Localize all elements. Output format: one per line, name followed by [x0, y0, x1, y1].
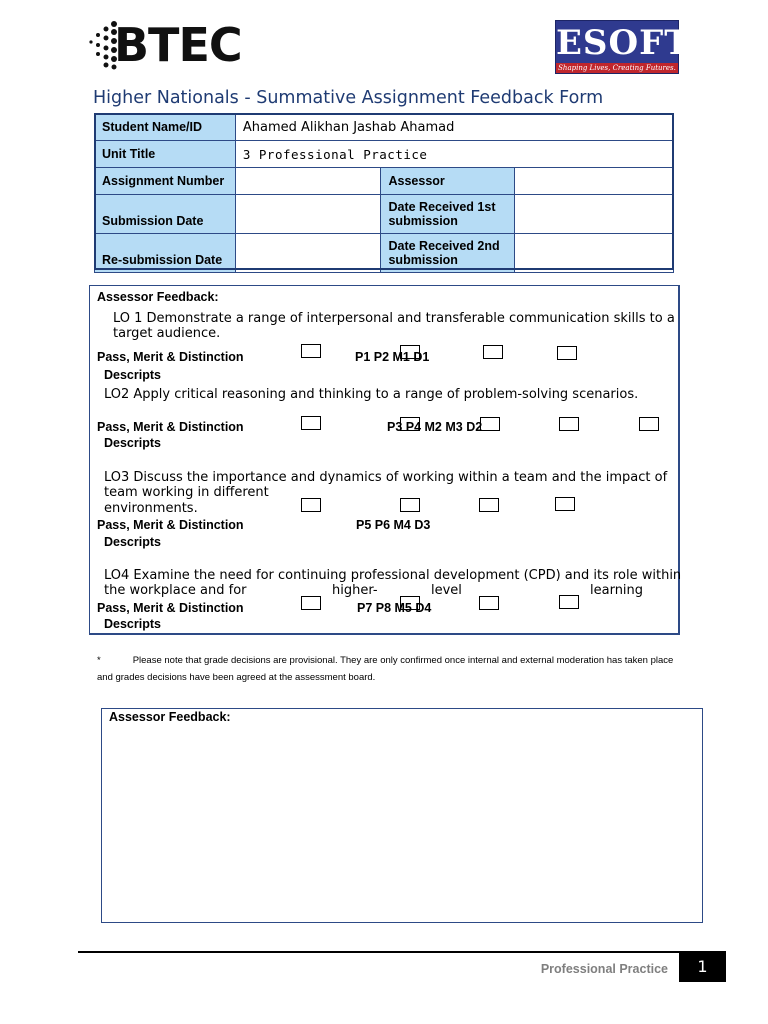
lo2-merit2-checkbox[interactable]	[480, 417, 500, 431]
lo1-grades: P1 P2 M1 D1	[355, 350, 430, 364]
date-received-2nd-value[interactable]	[515, 234, 674, 273]
assignment-number-label: Assignment Number	[95, 168, 236, 195]
assessor-feedback-box[interactable]	[101, 708, 703, 923]
unit-title-label: Unit Title	[95, 141, 236, 168]
page-number: 1	[679, 952, 726, 982]
footer-divider	[78, 951, 726, 953]
lo2-merit-checkbox[interactable]	[400, 417, 420, 431]
lo4-pass-checkbox[interactable]	[301, 596, 321, 610]
lo2-extra-checkbox[interactable]	[639, 417, 659, 431]
lo2-text-line1: LO2 Apply critical reasoning and thinking to a range of problem-solving scenarios.	[104, 387, 639, 402]
lo2-distinction-checkbox[interactable]	[559, 417, 579, 431]
lo3-text-line1: LO3 Discuss the importance and dynamics of working within a team and the impact of	[104, 470, 668, 485]
lo1-pass-checkbox[interactable]	[301, 344, 321, 358]
lo2-pmd-label: Pass, Merit & Distinction	[97, 420, 244, 434]
lo3-extra-checkbox[interactable]	[555, 497, 575, 511]
lo4-distinction-checkbox[interactable]	[479, 596, 499, 610]
lo-feedback-heading: Assessor Feedback:	[97, 290, 219, 304]
footer-title: Professional Practice	[540, 962, 668, 976]
lo1-extra-checkbox[interactable]	[557, 346, 577, 360]
assessor-feedback-heading: Assessor Feedback:	[109, 710, 231, 724]
lo1-text-line1: LO 1 Demonstrate a range of interpersonal and transferable communication skills to a	[113, 311, 675, 326]
lo4-merit-checkbox[interactable]	[400, 596, 420, 610]
lo3-pmd-label: Pass, Merit & Distinction	[97, 518, 244, 532]
lo3-merit-checkbox[interactable]	[400, 498, 420, 512]
unit-title-value[interactable]: 3 Professional Practice	[235, 141, 673, 168]
date-received-1st-line2: submission	[388, 214, 458, 228]
lo-feedback-box	[89, 285, 680, 635]
btec-logo-text: BTEC	[114, 18, 242, 72]
lo1-merit-checkbox[interactable]	[400, 345, 420, 359]
btec-logo	[88, 18, 248, 72]
lo3-pass-checkbox[interactable]	[301, 498, 321, 512]
form-title: Higher Nationals - Summative Assignment Feedback Form	[93, 88, 604, 108]
lo3-descripts-label: Descripts	[104, 535, 161, 549]
lo3-text-line3: environments.	[104, 501, 198, 516]
esoft-tagline: Shaping Lives, Creating Futures.	[556, 63, 678, 73]
lo1-distinction-checkbox[interactable]	[483, 345, 503, 359]
date-received-1st-label	[381, 195, 515, 234]
lo3-text-line2: team working in different	[104, 485, 269, 500]
lo3-grades: P5 P6 M4 D3	[356, 518, 431, 532]
student-name-label: Student Name/ID	[95, 114, 236, 141]
date-received-1st-value[interactable]	[515, 195, 674, 234]
grade-note-text1: Please note that grade decisions are provisional. They are only confirmed once internal and external moderation has taken place	[132, 655, 674, 666]
submission-date-value[interactable]	[235, 195, 381, 234]
lo4-text-word1: the workplace and for	[104, 583, 247, 598]
resubmission-date-value[interactable]	[235, 234, 381, 273]
lo2-descripts-label: Descripts	[104, 436, 161, 450]
lo4-descripts-label: Descripts	[104, 617, 161, 631]
lo4-text-line1: LO4 Examine the need for continuing professional development (CPD) and its role within	[104, 568, 682, 583]
grade-note-line1	[97, 652, 687, 669]
grade-note-text2: and grades decisions have been agreed at the assessment board.	[97, 672, 376, 683]
lo2-pass-checkbox[interactable]	[301, 416, 321, 430]
lo1-pmd-label: Pass, Merit & Distinction	[97, 350, 244, 364]
date-received-2nd-line2: submission	[388, 253, 458, 267]
date-received-2nd-line1: Date Received 2nd	[388, 239, 500, 253]
lo3-distinction-checkbox[interactable]	[479, 498, 499, 512]
lo4-extra-checkbox[interactable]	[559, 595, 579, 609]
grade-note-asterisk: *	[97, 655, 101, 666]
lo4-grades: P7 P8 M5 D4	[357, 601, 432, 615]
date-received-1st-line1: Date Received 1st	[388, 200, 496, 214]
esoft-logo	[555, 20, 691, 74]
student-name-value[interactable]: Ahamed Alikhan Jashab Ahamad	[235, 114, 673, 141]
lo4-text-word2: higher-	[332, 583, 378, 598]
assessor-label: Assessor	[381, 168, 515, 195]
assignment-number-value[interactable]	[235, 168, 381, 195]
lo4-text-word4: learning	[590, 583, 644, 598]
date-received-2nd-label	[381, 234, 515, 273]
lo2-grades: P3 P4 M2 M3 D2	[387, 420, 483, 434]
resubmission-date-label: Re-submission Date	[95, 234, 236, 273]
assessor-value[interactable]	[515, 168, 674, 195]
lo1-text-line2: target audience.	[113, 326, 221, 341]
lo4-text-word3: level	[431, 583, 462, 598]
lo4-pmd-label: Pass, Merit & Distinction	[97, 601, 244, 615]
esoft-logo-text: ESOFT	[556, 23, 691, 63]
submission-date-label: Submission Date	[95, 195, 236, 234]
lo1-descripts-label: Descripts	[104, 368, 161, 382]
student-info-table	[94, 113, 674, 273]
